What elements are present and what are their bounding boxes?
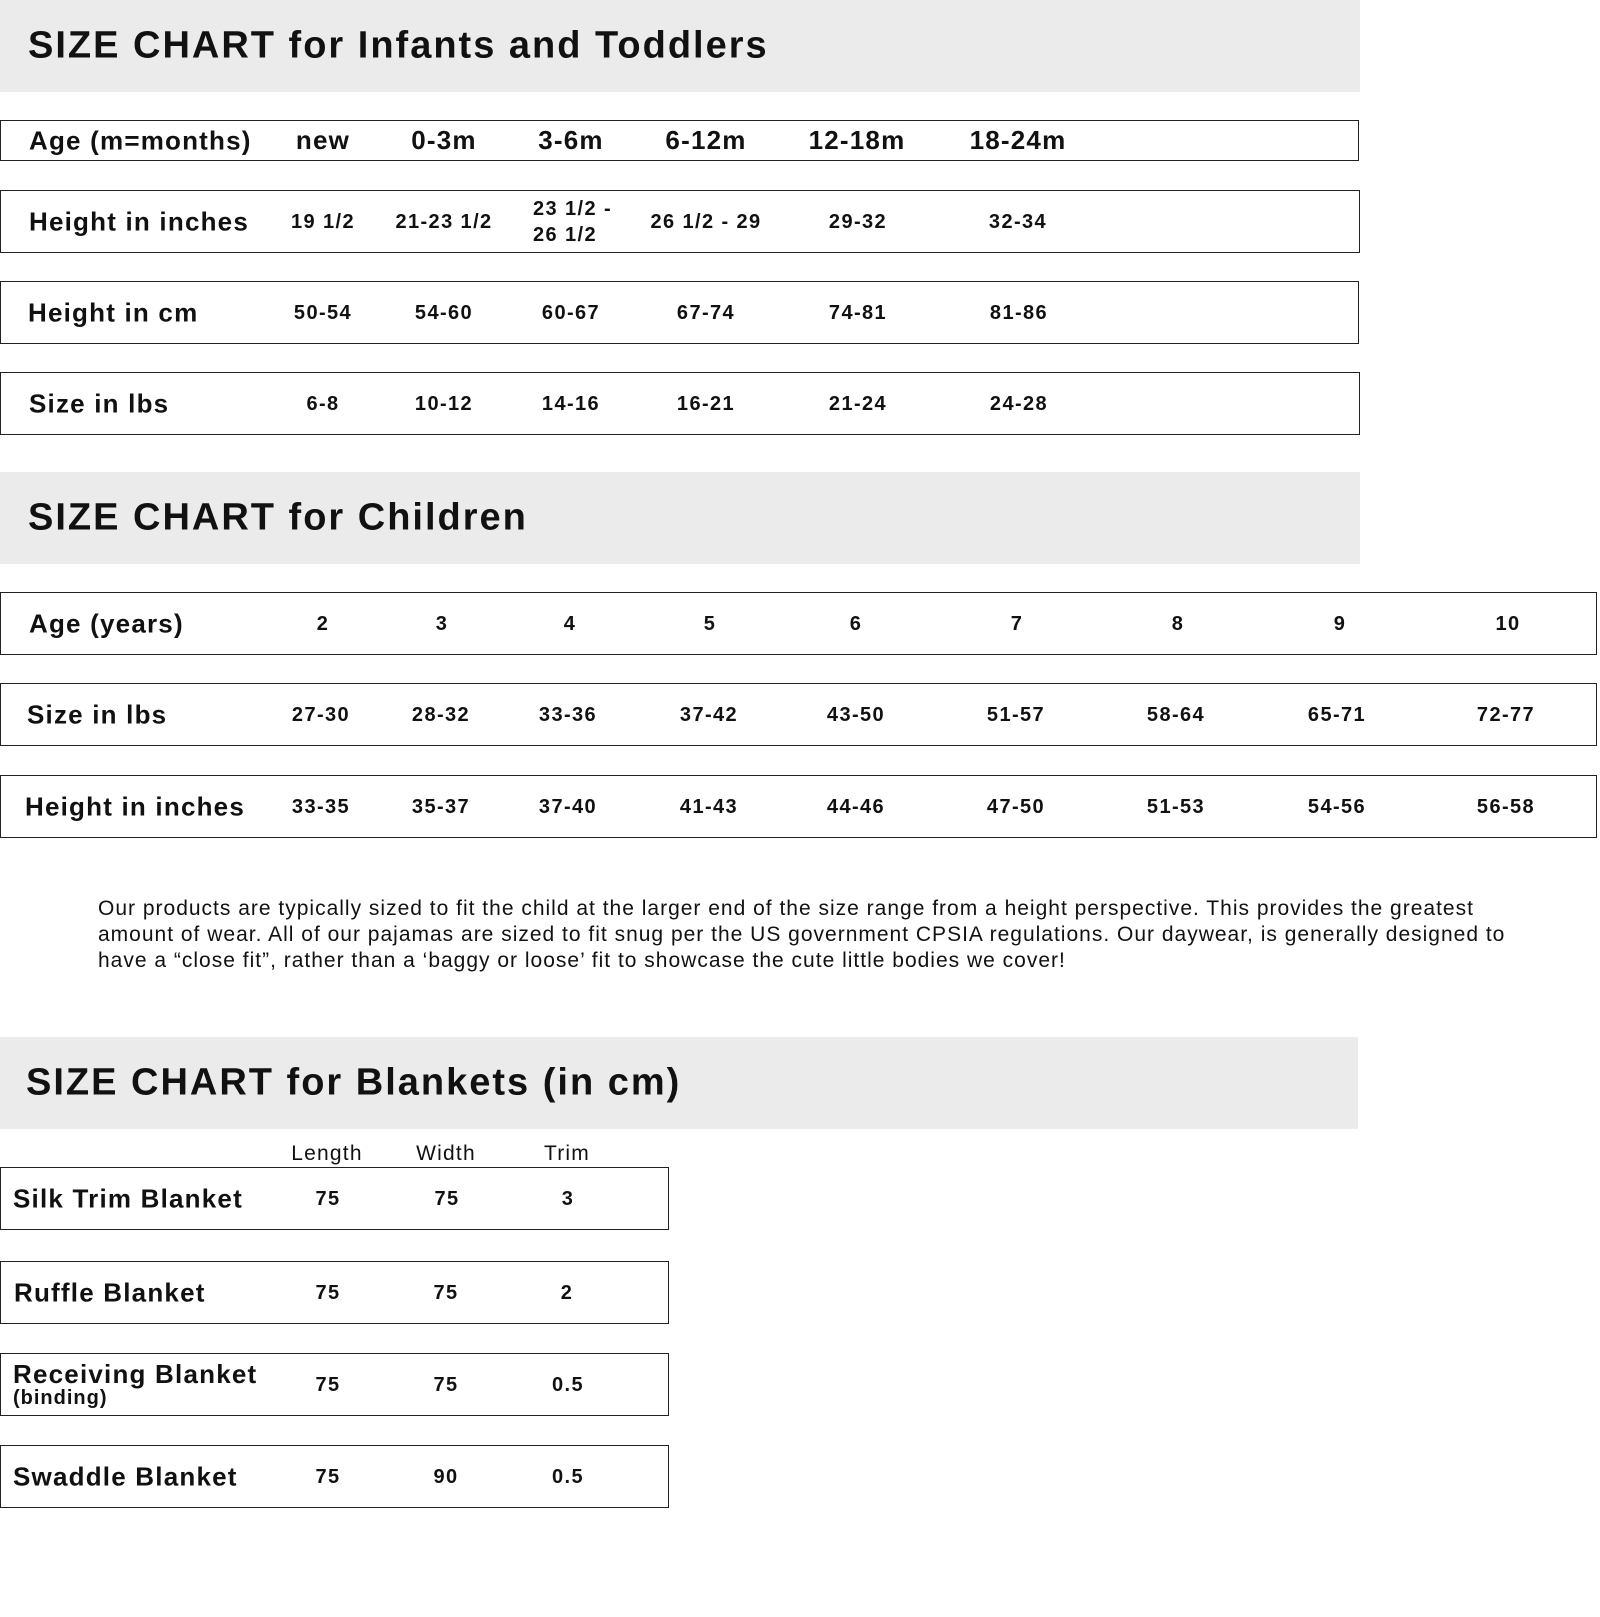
table-cell: 75 [315, 1281, 341, 1304]
row-label: Age (m=months) [29, 124, 252, 155]
table-cell: 3-6m [538, 124, 604, 155]
column-header-width: Width [416, 1142, 476, 1165]
table-cell: 26 1/2 - 29 [650, 210, 762, 233]
row-label: Silk Trim Blanket [13, 1182, 243, 1213]
row-label-sub: (binding) [13, 1386, 108, 1409]
children-header [0, 472, 1360, 564]
row-label: Swaddle Blanket [13, 1460, 238, 1491]
children-row-age [0, 592, 1597, 655]
table-cell: 37-42 [679, 703, 739, 726]
table-cell: 75 [433, 1281, 459, 1304]
table-cell: 23 1/2 - 26 1/2 [533, 197, 613, 246]
table-cell: 41-43 [679, 795, 739, 818]
table-cell: 74-81 [828, 301, 888, 324]
table-cell: 47-50 [986, 795, 1046, 818]
table-cell: 81-86 [989, 301, 1049, 324]
table-cell: 5 [703, 612, 717, 635]
table-cell: 3 [435, 612, 449, 635]
infants-row-size-lbs [0, 372, 1360, 435]
table-cell: 2 [316, 612, 330, 635]
table-cell: 7 [1010, 612, 1024, 635]
table-cell: 75 [315, 1187, 341, 1210]
row-label: Size in lbs [27, 698, 168, 729]
infants-row-height-cm [0, 281, 1359, 344]
infants-header [0, 0, 1360, 92]
table-cell: 28-32 [411, 703, 471, 726]
table-cell: 2 [560, 1281, 574, 1304]
blanket-row-ruffle [0, 1261, 669, 1324]
infants-title: SIZE CHART for Infants and Toddlers [28, 24, 769, 67]
table-cell: 33-36 [538, 703, 598, 726]
blanket-row-swaddle [0, 1445, 669, 1508]
table-cell: 33-35 [291, 795, 351, 818]
table-cell: 8 [1171, 612, 1185, 635]
table-cell: 6 [849, 612, 863, 635]
table-cell: 0.5 [551, 1465, 585, 1488]
column-header-length: Length [291, 1142, 363, 1165]
table-cell: 4 [563, 612, 577, 635]
table-cell: 21-24 [828, 392, 888, 415]
table-cell: 75 [315, 1465, 341, 1488]
table-cell: 16-21 [676, 392, 736, 415]
table-cell: 56-58 [1476, 795, 1536, 818]
table-cell: 51-53 [1146, 795, 1206, 818]
row-label: Height in inches [25, 790, 246, 821]
table-cell: 75 [433, 1373, 459, 1396]
blankets-header [0, 1037, 1358, 1129]
table-cell: 72-77 [1476, 703, 1536, 726]
row-label-main: Receiving Blanket [13, 1358, 258, 1389]
table-cell: 24-28 [989, 392, 1049, 415]
table-cell: 90 [433, 1465, 459, 1488]
table-cell: 29-32 [828, 210, 888, 233]
table-cell: 43-50 [826, 703, 886, 726]
blanket-row-receiving [0, 1353, 669, 1416]
table-cell: 54-56 [1307, 795, 1367, 818]
table-cell: 50-54 [293, 301, 353, 324]
table-cell: 27-30 [291, 703, 351, 726]
table-cell: 0.5 [551, 1373, 585, 1396]
table-cell: 10-12 [414, 392, 474, 415]
children-title: SIZE CHART for Children [28, 496, 528, 539]
table-cell: 18-24m [969, 124, 1067, 155]
table-cell: 32-34 [988, 210, 1048, 233]
row-label: Age (years) [29, 607, 184, 638]
infants-row-height-inches [0, 190, 1360, 253]
table-cell: 3 [561, 1187, 575, 1210]
children-row-height-inches [0, 775, 1597, 838]
table-cell: 21-23 1/2 [395, 210, 493, 233]
children-row-size-lbs [0, 683, 1597, 746]
table-cell: 54-60 [414, 301, 474, 324]
table-cell: 60-67 [541, 301, 601, 324]
table-cell: 75 [434, 1187, 460, 1210]
table-cell: 37-40 [538, 795, 598, 818]
table-cell: 14-16 [541, 392, 601, 415]
table-cell: 0-3m [411, 124, 477, 155]
table-cell: 44-46 [826, 795, 886, 818]
column-header-trim: Trim [543, 1142, 591, 1165]
row-label: Ruffle Blanket [14, 1276, 206, 1307]
blankets-title: SIZE CHART for Blankets (in cm) [26, 1061, 682, 1104]
table-cell: 6-8 [306, 392, 340, 415]
table-cell: 67-74 [676, 301, 736, 324]
blanket-row-silk-trim [0, 1167, 669, 1230]
table-cell: 12-18m [808, 124, 906, 155]
table-cell: 9 [1333, 612, 1347, 635]
table-cell: 6-12m [665, 124, 747, 155]
table-cell: 58-64 [1146, 703, 1206, 726]
table-cell: 10 [1495, 612, 1521, 635]
infants-row-age [0, 120, 1359, 161]
table-cell: 65-71 [1307, 703, 1367, 726]
table-cell: new [295, 124, 351, 155]
sizing-note: Our products are typically sized to fit the child at the larger end of the size range from a height perspective. This provides the greatest amount of wear. All of our pajamas are sized to fit snug per the US government CPSIA regulations. Our daywear, is generally designed to have a “close fit”, rather than a ‘baggy or loose’ fit to showcase the cute little bodies we cover! [98, 897, 1506, 972]
row-label: Height in inches [29, 205, 250, 236]
table-cell: 51-57 [986, 703, 1046, 726]
row-label: Height in cm [28, 296, 199, 327]
table-cell: 35-37 [411, 795, 471, 818]
table-cell: 19 1/2 [290, 210, 356, 233]
row-label: Size in lbs [29, 387, 170, 418]
table-cell: 75 [315, 1373, 341, 1396]
row-label [13, 1360, 257, 1408]
